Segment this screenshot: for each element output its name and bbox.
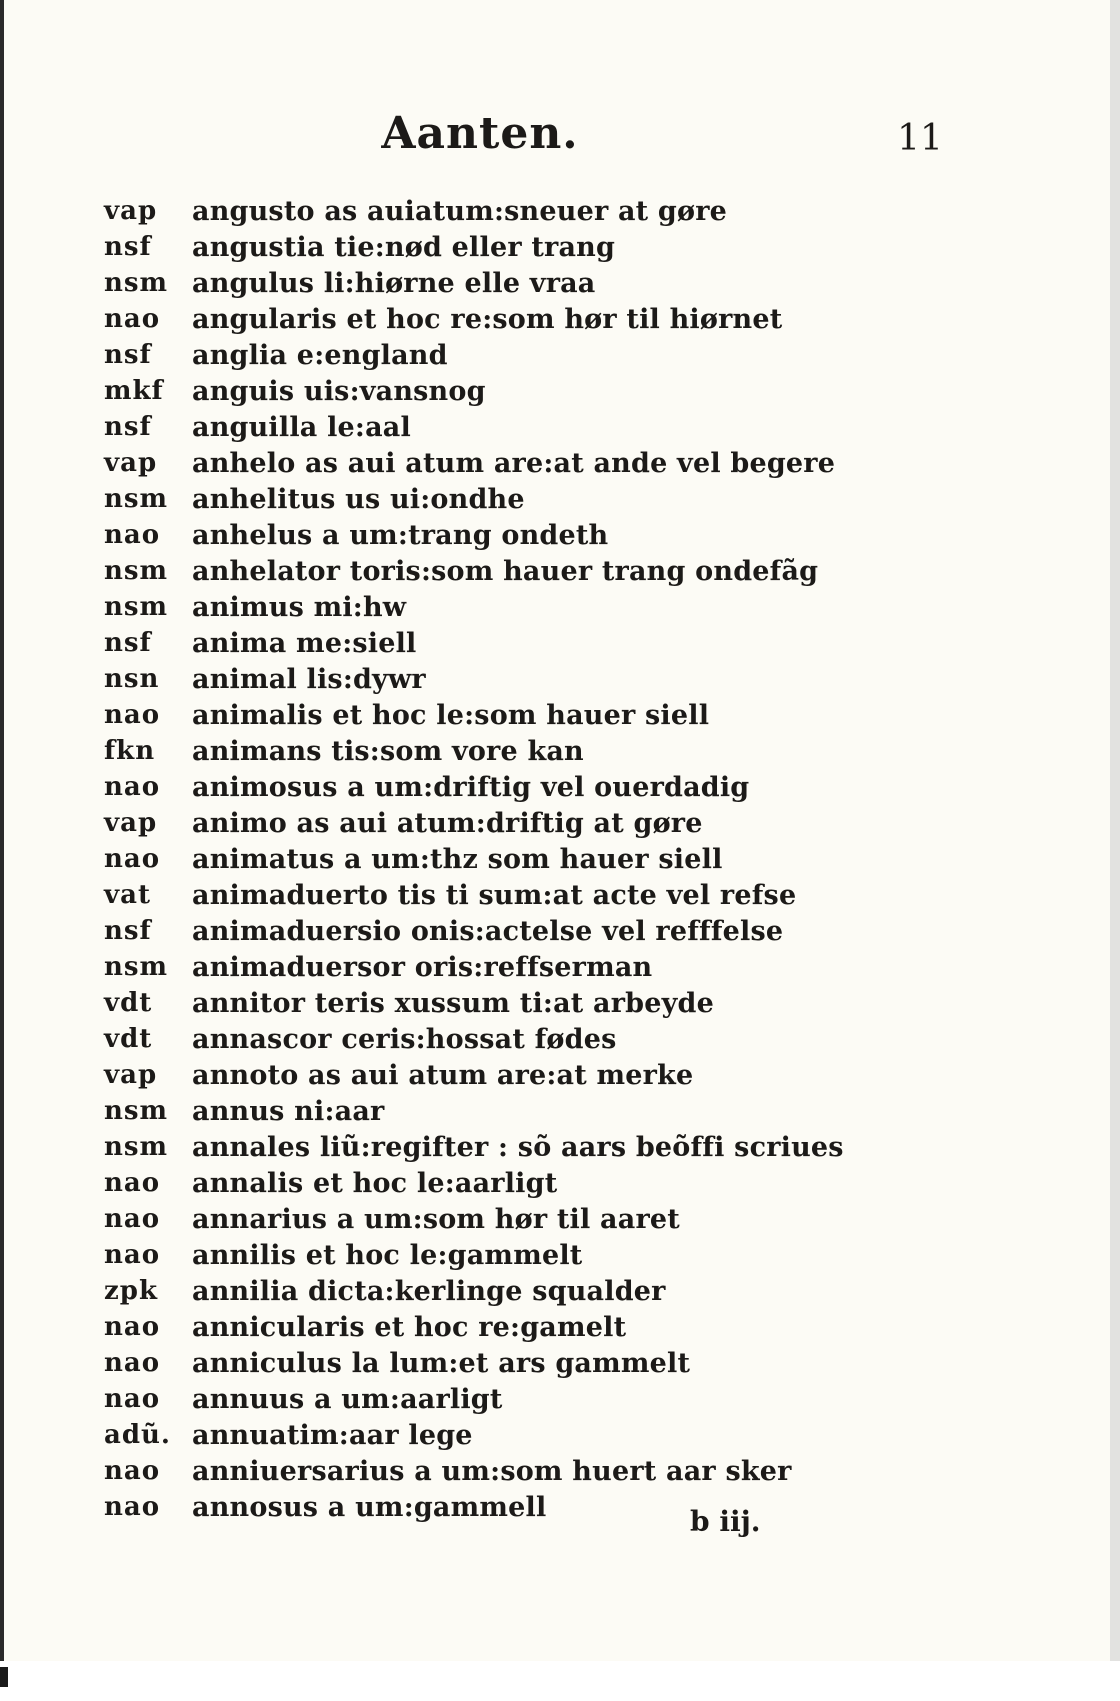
dictionary-entry [104, 949, 844, 985]
grammar-code: vdt [104, 988, 153, 1018]
entry-text: animaduersio onis:actelse vel refffelse [192, 915, 784, 947]
signature-mark: b iij. [690, 1505, 761, 1538]
dictionary-entry [104, 841, 844, 877]
dictionary-entry [104, 445, 844, 481]
entry-text: anhelitus us ui:ondhe [192, 483, 525, 515]
dictionary-entries [104, 193, 844, 1525]
grammar-code: nsm [104, 1096, 169, 1126]
entry-text: animosus a um:driftig vel ouerdadig [192, 771, 750, 803]
dictionary-entry [104, 1345, 844, 1381]
grammar-code: nao [104, 1240, 161, 1270]
grammar-code: nao [104, 1492, 161, 1522]
grammar-code: nsf [104, 916, 152, 946]
dictionary-entry [104, 805, 844, 841]
entry-text: anima me:siell [192, 627, 417, 659]
dictionary-entry [104, 409, 844, 445]
dictionary-entry [104, 1309, 844, 1345]
entry-text: annus ni:aar [192, 1095, 385, 1127]
entry-text: anniculus la lum:et ars gammelt [192, 1347, 691, 1379]
dictionary-entry [104, 625, 844, 661]
dictionary-entry [104, 769, 844, 805]
grammar-code: nsf [104, 232, 152, 262]
dictionary-entry [104, 985, 844, 1021]
grammar-code: nao [104, 520, 161, 550]
grammar-code: nsf [104, 628, 152, 658]
entry-text: animaduersor oris:reffserman [192, 951, 653, 983]
dictionary-entry [104, 229, 844, 265]
entry-text: annuatim:aar lege [192, 1419, 473, 1451]
entry-text: anhelo as aui atum are:at ande vel begere [192, 447, 836, 479]
entry-text: annuus a um:aarligt [192, 1383, 503, 1415]
entry-text: animal lis:dywr [192, 663, 426, 695]
entry-text: annascor ceris:hossat fødes [192, 1023, 617, 1055]
grammar-code: vap [104, 808, 158, 838]
grammar-code: vap [104, 1060, 158, 1090]
dictionary-entry [104, 1021, 844, 1057]
entry-text: anguilla le:aal [192, 411, 411, 443]
dictionary-entry [104, 1453, 844, 1489]
entry-text: annales liũ:regifter : sõ aars beõffi scriues [192, 1131, 844, 1163]
entry-text: anniuersarius a um:som huert aar sker [192, 1455, 792, 1487]
dictionary-entry [104, 1273, 844, 1309]
grammar-code: fkn [104, 736, 156, 766]
grammar-code: nao [104, 1312, 161, 1342]
grammar-code: nao [104, 1348, 161, 1378]
dictionary-entry [104, 373, 844, 409]
grammar-code: nao [104, 700, 161, 730]
dictionary-entry [104, 1381, 844, 1417]
scan-mark [0, 1667, 8, 1687]
dictionary-entry [104, 877, 844, 913]
grammar-code: mkf [104, 376, 164, 406]
entry-text: annosus a um:gammell [192, 1491, 547, 1523]
entry-text: anhelus a um:trang ondeth [192, 519, 609, 551]
grammar-code: nao [104, 1204, 161, 1234]
dictionary-entry [104, 481, 844, 517]
grammar-code: nsf [104, 412, 152, 442]
grammar-code: vdt [104, 1024, 153, 1054]
entry-text: animalis et hoc le:som hauer siell [192, 699, 710, 731]
grammar-code: vap [104, 448, 158, 478]
entry-text: annilia dicta:kerlinge squalder [192, 1275, 666, 1307]
dictionary-entry [104, 337, 844, 373]
grammar-code: adũ. [104, 1420, 171, 1450]
entry-text: annicularis et hoc re:gamelt [192, 1311, 627, 1343]
dictionary-entry [104, 661, 844, 697]
entry-text: angulus li:hiørne elle vraa [192, 267, 596, 299]
grammar-code: nsm [104, 556, 169, 586]
dictionary-entry [104, 517, 844, 553]
entry-text: anglia e:england [192, 339, 448, 371]
entry-text: anguis uis:vansnog [192, 375, 486, 407]
entry-text: angularis et hoc re:som hør til hiørnet [192, 303, 783, 335]
grammar-code: nsn [104, 664, 160, 694]
dictionary-entry [104, 1237, 844, 1273]
entry-text: animaduerto tis ti sum:at acte vel refse [192, 879, 797, 911]
dictionary-entry [104, 697, 844, 733]
entry-text: angustia tie:nød eller trang [192, 231, 616, 263]
entry-text: animus mi:hw [192, 591, 407, 623]
entry-text: annoto as aui atum are:at merke [192, 1059, 694, 1091]
entry-text: animatus a um:thz som hauer siell [192, 843, 723, 875]
grammar-code: nao [104, 1384, 161, 1414]
dictionary-entry [104, 301, 844, 337]
dictionary-entry [104, 1417, 844, 1453]
dictionary-entry [104, 589, 844, 625]
grammar-code: nsm [104, 268, 169, 298]
dictionary-entry [104, 1057, 844, 1093]
dictionary-entry [104, 193, 844, 229]
grammar-code: vap [104, 196, 158, 226]
grammar-code: nsm [104, 592, 169, 622]
dictionary-entry [104, 265, 844, 301]
grammar-code: nao [104, 1168, 161, 1198]
entry-text: annitor teris xussum ti:at arbeyde [192, 987, 714, 1019]
entry-text: annalis et hoc le:aarligt [192, 1167, 558, 1199]
dictionary-entry [104, 553, 844, 589]
grammar-code: nsf [104, 340, 152, 370]
dictionary-entry [104, 1165, 844, 1201]
grammar-code: nao [104, 772, 161, 802]
dictionary-entry [104, 913, 844, 949]
dictionary-entry [104, 1093, 844, 1129]
dictionary-entry [104, 733, 844, 769]
grammar-code: vat [104, 880, 151, 910]
page-right-edge [1110, 0, 1120, 1701]
entry-text: animans tis:som vore kan [192, 735, 584, 767]
dictionary-entry [104, 1201, 844, 1237]
grammar-code: nsm [104, 484, 169, 514]
page-bottom-margin [0, 1661, 1120, 1701]
grammar-code: zpk [104, 1276, 158, 1306]
grammar-code: nao [104, 304, 161, 334]
running-head: Aanten. [381, 108, 579, 159]
page-left-edge [0, 0, 4, 1701]
dictionary-entry [104, 1129, 844, 1165]
grammar-code: nao [104, 844, 161, 874]
page-number: 11 [897, 118, 943, 159]
entry-text: animo as aui atum:driftig at gøre [192, 807, 703, 839]
grammar-code: nsm [104, 952, 169, 982]
entry-text: annarius a um:som hør til aaret [192, 1203, 680, 1235]
entry-text: annilis et hoc le:gammelt [192, 1239, 583, 1271]
grammar-code: nsm [104, 1132, 169, 1162]
entry-text: anhelator toris:som hauer trang ondefãg [192, 555, 819, 587]
grammar-code: nao [104, 1456, 161, 1486]
entry-text: angusto as auiatum:sneuer at gøre [192, 195, 728, 227]
